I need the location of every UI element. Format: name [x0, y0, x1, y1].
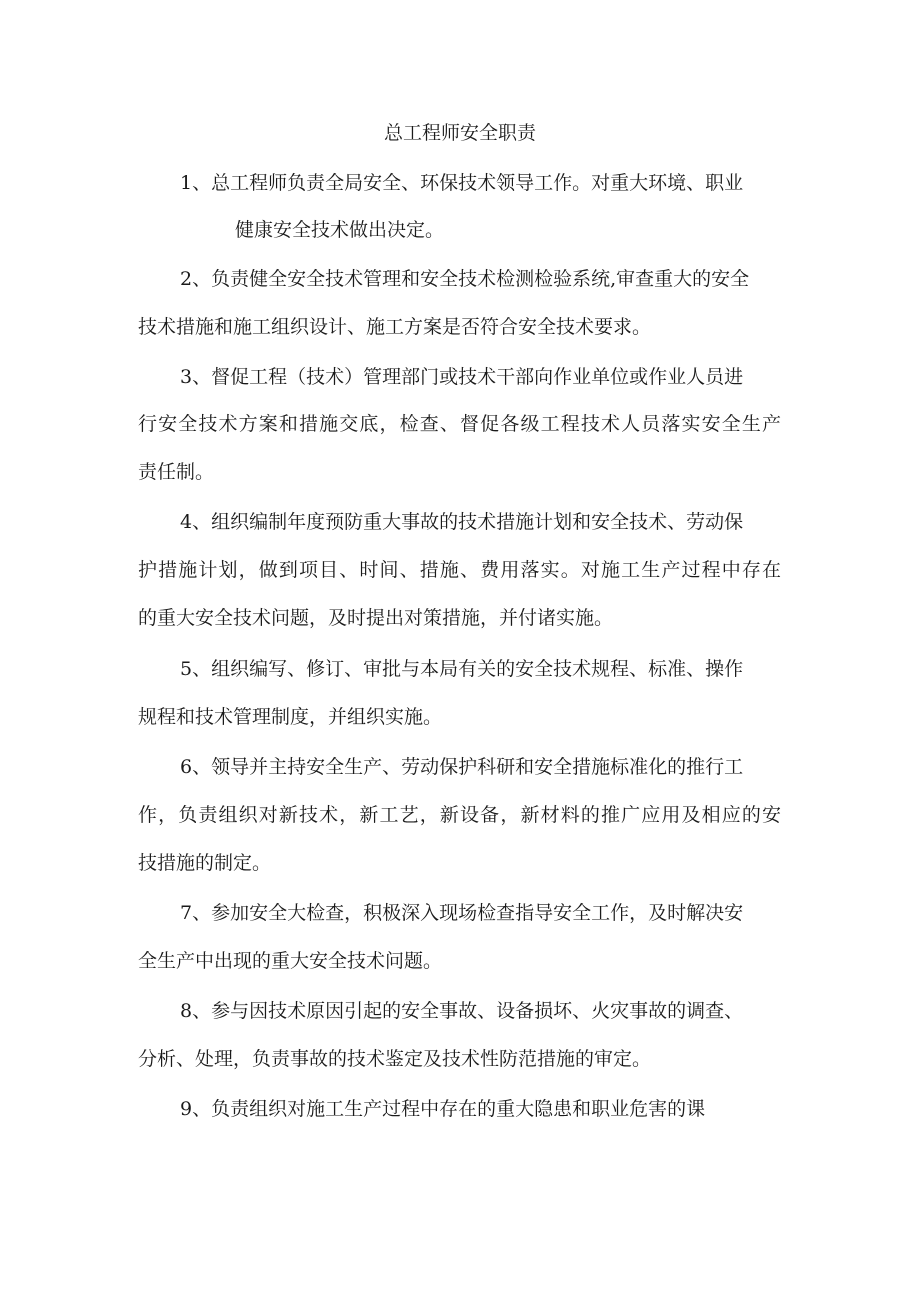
paragraph-5-line-2: 规程和技术管理制度，并组织实施。 — [138, 706, 443, 728]
paragraph-2-line-2: 技术措施和施工组织设计、施工方案是否符合安全技术要求。 — [138, 316, 652, 338]
paragraph-5-line-1: 5、组织编写、修订、审批与本局有关的安全技术规程、标准、操作 — [180, 658, 744, 680]
paragraph-4-line-2: 护措施计划，做到项目、时间、措施、费用落实。对施工生产过程中存在 — [138, 559, 781, 581]
paragraph-1-line-2: 健康安全技术做出决定。 — [235, 219, 445, 241]
paragraph-8-line-1: 8、参与因技术原因引起的安全事故、设备损坏、火灾事故的调查、 — [180, 1000, 744, 1022]
paragraph-3-line-1: 3、督促工程（技术）管理部门或技术干部向作业单位或作业人员进 — [180, 366, 744, 388]
paragraph-6-line-1: 6、领导并主持安全生产、劳动保护科研和安全措施标准化的推行工 — [180, 756, 744, 778]
paragraph-3-line-3: 责任制。 — [138, 461, 215, 483]
paragraph-6-line-2: 作，负责组织对新技术，新工艺，新设备，新材料的推广应用及相应的安 — [138, 804, 781, 826]
paragraph-2-line-1: 2、负责健全安全技术管理和安全技术检测检验系统,审查重大的安全 — [180, 268, 750, 290]
paragraph-1-line-1: 1、总工程师负责全局安全、环保技术领导工作。对重大环境、职业 — [180, 172, 744, 194]
paragraph-4-line-1: 4、组织编制年度预防重大事故的技术措施计划和安全技术、劳动保 — [180, 511, 744, 533]
paragraph-3-line-2: 行安全技术方案和措施交底，检查、督促各级工程技术人员落实安全生产 — [138, 413, 781, 435]
paragraph-7-line-2: 全生产中出现的重大安全技术问题。 — [138, 950, 443, 972]
paragraph-8-line-2: 分析、处理，负责事故的技术鉴定及技术性防范措施的审定。 — [138, 1048, 652, 1070]
paragraph-4-line-3: 的重大安全技术问题，及时提出对策措施，并付诸实施。 — [138, 607, 614, 629]
paragraph-7-line-1: 7、参加安全大检查，积极深入现场检查指导安全工作，及时解决安 — [180, 902, 744, 924]
paragraph-9-line-1: 9、负责组织对施工生产过程中存在的重大隐患和职业危害的课 — [180, 1098, 706, 1120]
document-title: 总工程师安全职责 — [383, 122, 536, 144]
paragraph-6-line-3: 技措施的制定。 — [138, 852, 272, 874]
